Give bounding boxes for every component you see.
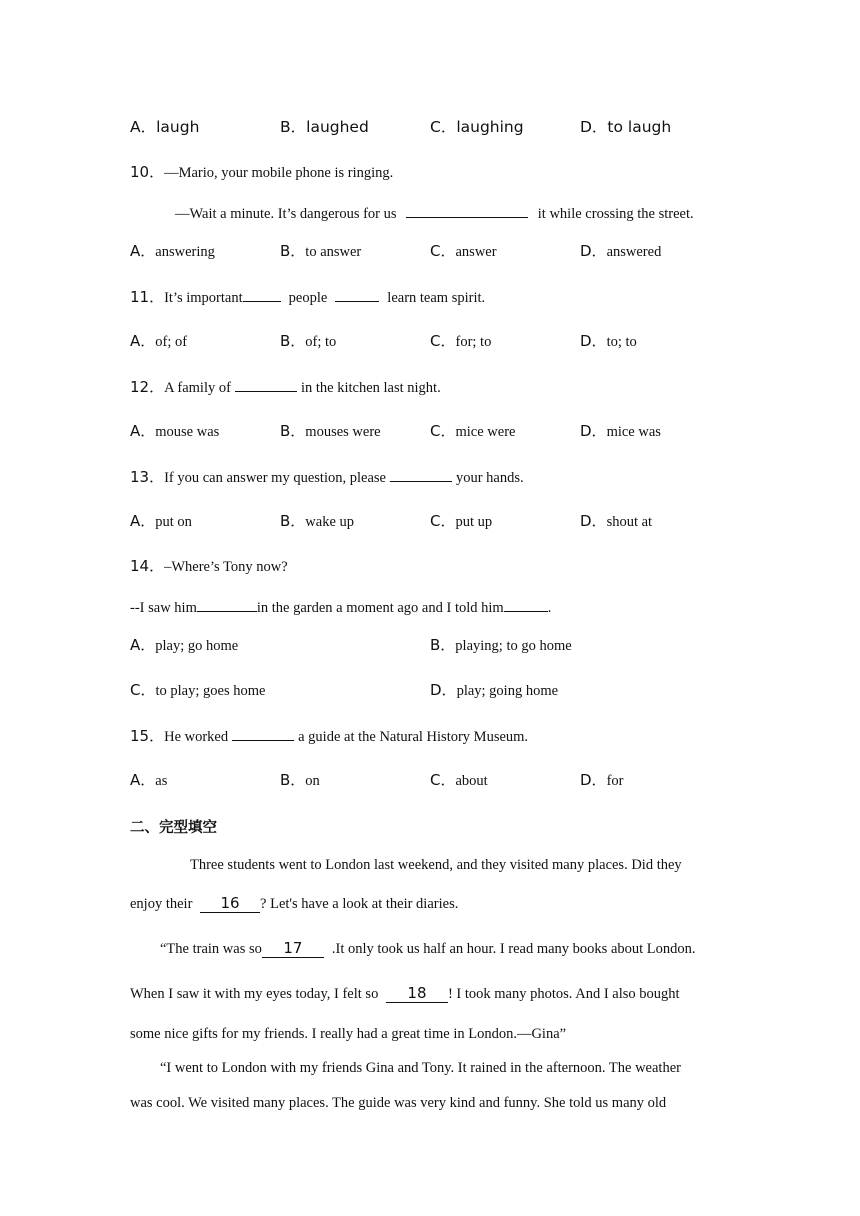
q12-option-c [430,420,515,443]
q10-blank [406,202,528,218]
q13-option-b [280,510,354,533]
q14-option-d [430,679,558,702]
q10-option-c-text: answer [455,244,497,260]
q14-option-a-label: A． [130,636,156,654]
q14-option-c-label: C． [130,681,156,699]
q12-option-d [580,420,661,443]
q14-line1: –Where’s Tony now? [164,559,288,575]
q11-option-b [280,330,336,353]
q11-post: learn team spirit. [387,290,486,306]
q13-option-c-text: put up [455,514,493,530]
q11-option-a-label: A． [130,332,156,350]
q10-option-a-label: A． [130,242,156,260]
q15-option-a-text: as [155,773,168,789]
q15-post: a guide at the Natural History Museum. [298,729,529,745]
q9-option-b: B．laughed [280,118,369,136]
passage-p1-line1: Three students went to London last weekend, and they visited many places. Did they [190,857,682,873]
q11-option-a [130,330,187,353]
q10-line2-post: it while crossing the street. [537,206,694,222]
q11-option-b-label: B． [280,332,306,350]
q12-option-a-label: A． [130,422,156,440]
passage-p2-line2-post: ! I took many photos. And I also bought [447,986,680,1002]
blank-16: 16 [200,894,260,913]
q15-option-b-label: B． [280,771,306,789]
q10-option-b [280,240,361,263]
q10-option-b-text: to answer [305,244,362,260]
q14-option-c [130,679,265,702]
q12-post: in the kitchen last night. [300,380,441,396]
q15-option-d [580,769,623,792]
q11-option-d-label: D． [580,332,607,350]
q15-option-d-text: for [606,773,624,789]
q10-option-a-text: answering [155,244,215,260]
q14-option-a [130,634,238,657]
q10-option-c-label: C． [430,242,456,260]
q12-option-a [130,420,219,443]
q13-option-b-text: wake up [305,514,355,530]
q15-stem [130,725,528,747]
q11-options [130,330,730,352]
q14-line2-pre: --I saw him [130,600,197,616]
q12-options [130,420,730,442]
q14-option-c-text: to play; goes home [155,683,266,699]
q11-option-d-text: to; to [606,334,637,350]
q12-pre: A family of [164,380,231,396]
q10-line1: —Mario, your mobile phone is ringing. [164,165,394,181]
q10-stem [130,162,393,183]
q11-pre: It’s important [164,290,243,306]
q13-pre: If you can answer my question, please [164,470,386,486]
passage-p1-line2-post: ? Let's have a look at their diaries. [260,896,459,912]
q9-option-d: D．to laugh [580,118,672,136]
q9-options [130,116,730,138]
q13-blank [390,466,452,482]
passage-p2-line2 [130,984,680,1004]
q14-option-d-text: play; going home [456,683,559,699]
q10-line2 [175,202,694,224]
q10-options [130,240,730,262]
q13-option-d-label: D． [580,512,607,530]
q15-option-d-label: D． [580,771,607,789]
q10-option-d-text: answered [606,244,662,260]
q10-option-a [130,240,215,263]
passage-p2-line2-pre: When I saw it with my eyes today, I felt so [130,986,379,1002]
q13-option-a-text: put on [155,514,192,530]
q12-option-b-label: B． [280,422,306,440]
q11-mid: people [288,290,328,306]
q13-option-a-label: A． [130,512,156,530]
q12-option-a-text: mouse was [155,424,220,440]
q10-option-d [580,240,661,263]
q15-option-b [280,769,320,792]
q15-option-c [430,769,488,792]
blank-17: 17 [262,939,324,958]
q14-option-b-text: playing; to go home [455,638,572,654]
q13-options [130,510,730,532]
q13-option-a [130,510,192,533]
q14-blank-1 [197,596,257,612]
q11-option-c [430,330,491,353]
passage-p3-line2: was cool. We visited many places. The guide was very kind and funny. She told us many old [130,1095,667,1111]
q14-line2 [130,596,551,618]
q11-option-c-text: for; to [455,334,492,350]
passage-p1-line2 [130,894,458,914]
q12-option-b [280,420,381,443]
passage-p2-line1 [160,939,696,959]
q13-option-c-label: C． [430,512,456,530]
q15-option-c-text: about [455,773,488,789]
q14-blank-2 [504,596,548,612]
q10-option-b-label: B． [280,242,306,260]
passage-p3-line1: “I went to London with my friends Gina and Tony. It rained in the afternoon. The weather [160,1060,681,1076]
passage-p2-line1-post: .It only took us half an hour. I read many books about London. [331,941,696,957]
q15-number: 15． [130,727,165,745]
q11-option-c-label: C． [430,332,456,350]
q13-stem [130,466,524,488]
q12-number: 12． [130,378,165,396]
q14-option-b-label: B． [430,636,456,654]
q10-option-d-label: D． [580,242,607,260]
q15-pre: He worked [164,729,229,745]
q15-blank [232,725,294,741]
q14-line2-post: . [547,600,552,616]
q11-stem [130,286,485,308]
q14-option-a-text: play; go home [155,638,239,654]
q14-stem [130,556,288,577]
q12-stem [130,376,441,398]
q10-option-c [430,240,497,263]
q15-options [130,769,730,791]
q12-blank [235,376,297,392]
q15-option-c-label: C． [430,771,456,789]
q13-number: 13． [130,468,165,486]
q12-option-d-text: mice was [606,424,661,440]
q14-option-d-label: D． [430,681,457,699]
q14-option-b [430,634,572,657]
q12-option-c-text: mice were [455,424,516,440]
q14-options-row2 [130,679,730,701]
q11-option-d [580,330,637,353]
q13-option-c [430,510,492,533]
q13-post: your hands. [455,470,524,486]
q11-option-b-text: of; to [305,334,337,350]
q11-option-a-text: of; of [155,334,188,350]
q12-option-c-label: C． [430,422,456,440]
q14-line2-mid: in the garden a moment ago and I told him [256,600,504,616]
passage-p1-line2-pre: enjoy their [130,896,193,912]
q11-number: 11． [130,288,165,306]
q14-options-row1 [130,634,730,656]
q15-option-a [130,769,167,792]
passage-p2-line3: some nice gifts for my friends. I really had a great time in London.—Gina” [130,1026,567,1042]
q10-line2-pre: —Wait a minute. It’s dangerous for us [175,206,397,222]
q13-option-d [580,510,652,533]
q13-option-b-label: B． [280,512,306,530]
q15-option-b-text: on [305,773,320,789]
q12-option-b-text: mouses were [305,424,381,440]
q11-blank-2 [335,286,379,302]
q10-number: 10． [130,163,165,181]
q11-blank-1 [243,286,281,302]
q9-option-a: A．laugh [130,118,200,136]
section-heading: 二、完型填空 [130,820,217,836]
q15-option-a-label: A． [130,771,156,789]
q14-number: 14． [130,557,165,575]
q13-option-d-text: shout at [606,514,653,530]
blank-18: 18 [386,984,448,1003]
passage-p2-line1-pre: “The train was so [160,941,262,957]
q12-option-d-label: D． [580,422,607,440]
q9-option-c: C．laughing [430,118,524,136]
